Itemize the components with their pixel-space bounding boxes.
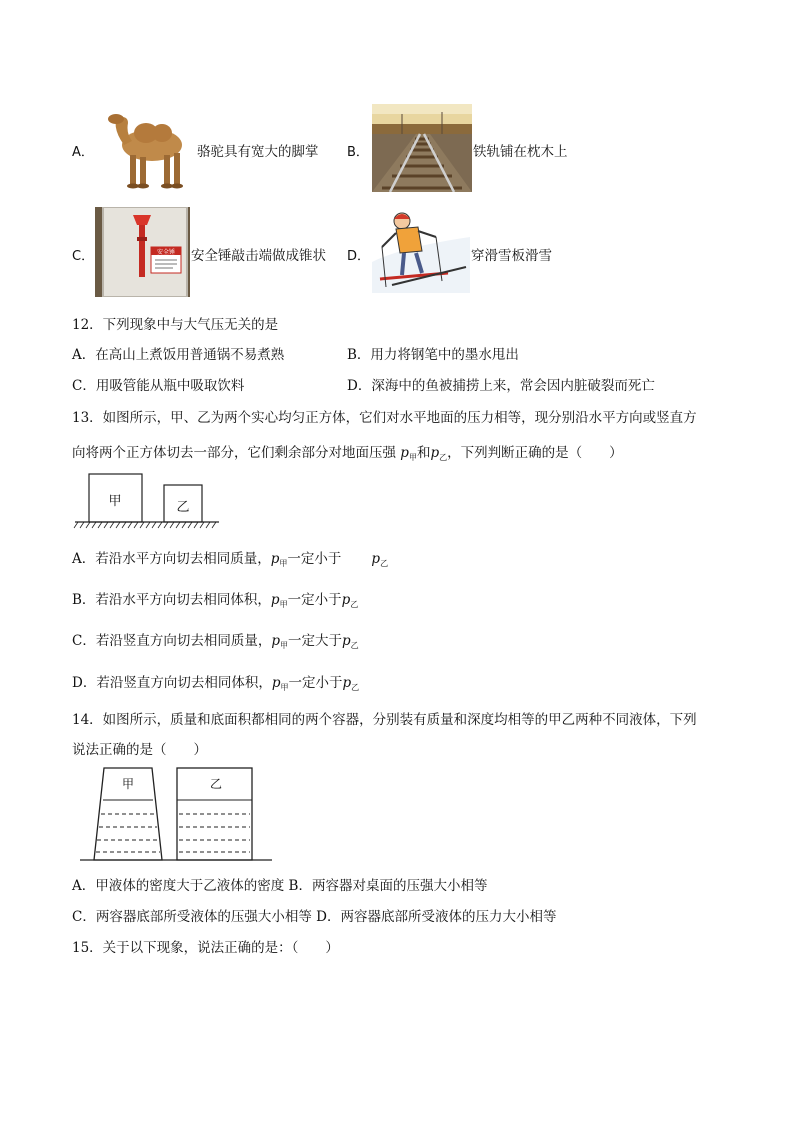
option-d-label: D． bbox=[347, 249, 371, 264]
container-yi-label: 乙 bbox=[209, 777, 223, 791]
q14-stem-line1: 14．如图所示，质量和底面积都相同的两个容器，分别装有质量和深度均相等的甲乙两种不同液体，下列 bbox=[72, 712, 697, 728]
q12-option-b: B．用力将钢笔中的墨水甩出 bbox=[347, 347, 519, 363]
q13-option-b: B．若沿水平方向切去相同体积，$p_甲$一定小于$p_乙$ bbox=[72, 592, 359, 609]
skier-illustration bbox=[372, 207, 470, 293]
q13-option-c: C．若沿竖直方向切去相同质量，$p_甲$一定大于$p_乙$ bbox=[72, 633, 359, 650]
container-jia-label: 甲 bbox=[121, 777, 135, 791]
q13-option-d: D．若沿竖直方向切去相同体积，$p_甲$一定小于$p_乙$ bbox=[72, 675, 360, 692]
option-a-label: A． bbox=[72, 145, 94, 160]
railway-track-photo bbox=[372, 104, 472, 192]
option-b-label: B． bbox=[347, 145, 369, 160]
safety-hammer-photo bbox=[95, 207, 190, 297]
option-a-text: 骆驼具有宽大的脚掌 bbox=[197, 144, 319, 160]
camel-photo bbox=[100, 105, 196, 191]
q12-option-c: C．用吸管能从瓶中吸取饮料 bbox=[72, 378, 245, 394]
container-diagram bbox=[78, 764, 274, 866]
q13-option-a: A．若沿水平方向切去相同质量，$p_甲$一定小于 $p_乙$ bbox=[72, 551, 389, 568]
q12-stem: 12．下列现象中与大气压无关的是 bbox=[72, 317, 279, 333]
cube-jia-label: 甲 bbox=[108, 494, 122, 509]
q12-option-d: D．深海中的鱼被捕捞上来，常会因内脏破裂而死亡 bbox=[347, 378, 655, 394]
q13-stem-line2: 向将两个正方体切去一部分，它们剩余部分对地面压强 $p_甲$和$p_乙$，下列判断正确的是（ ） bbox=[72, 445, 623, 462]
q14-options-line1: A．甲液体的密度大于乙液体的密度 B．两容器对桌面的压强大小相等 bbox=[72, 878, 488, 894]
q12-option-a: A．在高山上煮饭用普通锅不易煮熟 bbox=[72, 347, 285, 363]
option-c-text: 安全锤敲击端做成锥状 bbox=[191, 248, 326, 264]
q13-stem-line1: 13．如图所示，甲、乙为两个实心均匀正方体，它们对水平地面的压力相等，现分别沿水平方向或竖直方 bbox=[72, 410, 697, 426]
option-c-label: C． bbox=[72, 249, 95, 264]
q15-stem: 15．关于以下现象，说法正确的是：（ ） bbox=[72, 940, 339, 956]
q14-stem-line2: 说法正确的是（ ） bbox=[72, 742, 207, 758]
hammer-sign-text: 安全锤 bbox=[156, 249, 176, 256]
cube-yi-label: 乙 bbox=[176, 500, 190, 515]
q14-options-line2: C．两容器底部所受液体的压强大小相等 D．两容器底部所受液体的压力大小相等 bbox=[72, 909, 557, 925]
option-d-text: 穿滑雪板滑雪 bbox=[471, 248, 552, 264]
cube-diagram bbox=[72, 470, 222, 532]
option-b-text: 铁轨铺在枕木上 bbox=[473, 144, 568, 160]
